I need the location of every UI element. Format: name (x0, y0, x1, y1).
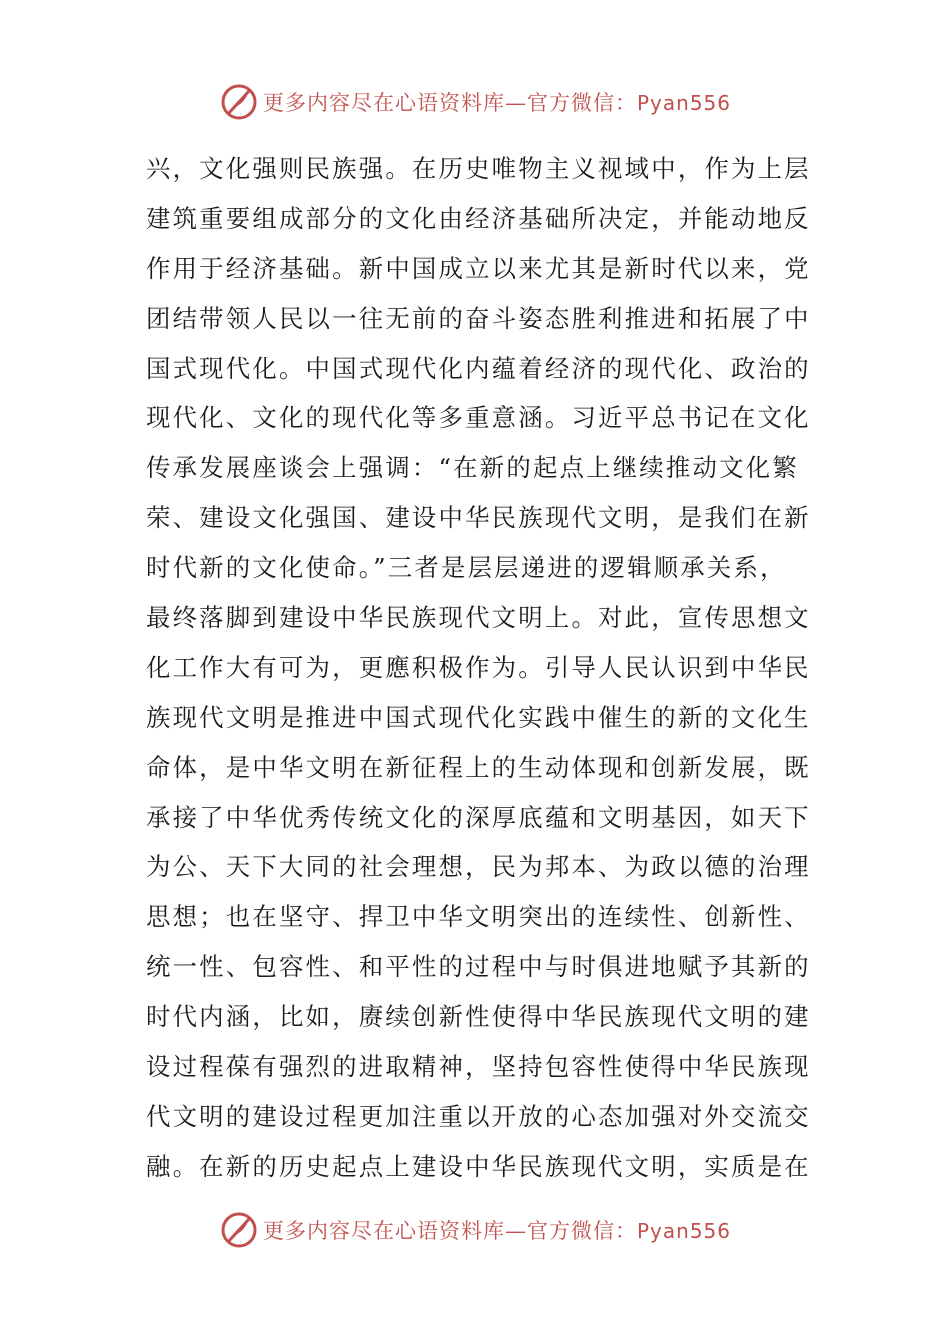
text-line: 兴，文化强则民族强。在历史唯物主义视域中，作为上层 (146, 154, 811, 183)
text-line: 团结带领人民以一往无前的奋斗姿态胜利推进和拓展了中 (146, 303, 811, 333)
text-line: 化工作大有可为，更應积极作为。引导人民认识到中华民 (146, 652, 811, 682)
text-line: 国式现代化。中国式现代化内蕴着经济的现代化、政治的 (146, 353, 811, 383)
text-line: 融。在新的历史起点上建设中华民族现代文明，实质是在 (146, 1151, 811, 1181)
footer-banner (0, 1208, 950, 1252)
text-line: 荣、建设文化强国、建设中华民族现代文明，是我们在新 (146, 503, 811, 533)
text-line: 承接了中华优秀传统文化的深厚底蕴和文明基因，如天下 (146, 802, 811, 832)
text-line: 命体，是中华文明在新征程上的生动体现和创新发展，既 (146, 752, 811, 782)
wechat-id: Pyan556 (636, 91, 731, 115)
banner-text: 更多内容尽在心语资料库—官方微信：Pyan556 (262, 91, 731, 115)
text-line: 建筑重要组成部分的文化由经济基础所决定，并能动地反 (146, 203, 811, 233)
text-line: 最终落脚到建设中华民族现代文明上。对此，宣传思想文 (146, 603, 811, 633)
text-line: 传承发展座谈会上强调：“在新的起点上继续推动文化繁 (146, 453, 799, 483)
banner-text: 更多内容尽在心语资料库—官方微信：Pyan556 (262, 1219, 731, 1243)
text-line: 统一性、包容性、和平性的过程中与时俱进地赋予其新的 (146, 952, 811, 982)
text-line: 设过程葆有强烈的进取精神，坚持包容性使得中华民族现 (146, 1052, 811, 1082)
text-line: 时代内涵，比如，赓续创新性使得中华民族现代文明的建 (146, 1002, 811, 1032)
text-line: 为公、天下大同的社会理想，民为邦本、为政以德的治理 (146, 852, 811, 882)
quill-logo-icon (219, 1210, 259, 1250)
text-line: 思想；也在坚守、捍卫中华文明突出的连续性、创新性、 (146, 902, 811, 932)
quill-logo-icon (219, 82, 259, 122)
text-line: 时代新的文化使命。”三者是层层递进的逻辑顺承关系， (146, 553, 787, 583)
text-line: 族现代文明是推进中国式现代化实践中催生的新的文化生 (146, 702, 811, 732)
header-banner (0, 80, 950, 124)
article-body (146, 144, 811, 1192)
text-line: 现代化、文化的现代化等多重意涵。习近平总书记在文化 (146, 403, 811, 433)
wechat-id: Pyan556 (636, 1219, 731, 1243)
text-line: 代文明的建设过程更加注重以开放的心态加强对外交流交 (146, 1101, 811, 1131)
text-line: 作用于经济基础。新中国成立以来尤其是新时代以来，党 (146, 253, 811, 283)
